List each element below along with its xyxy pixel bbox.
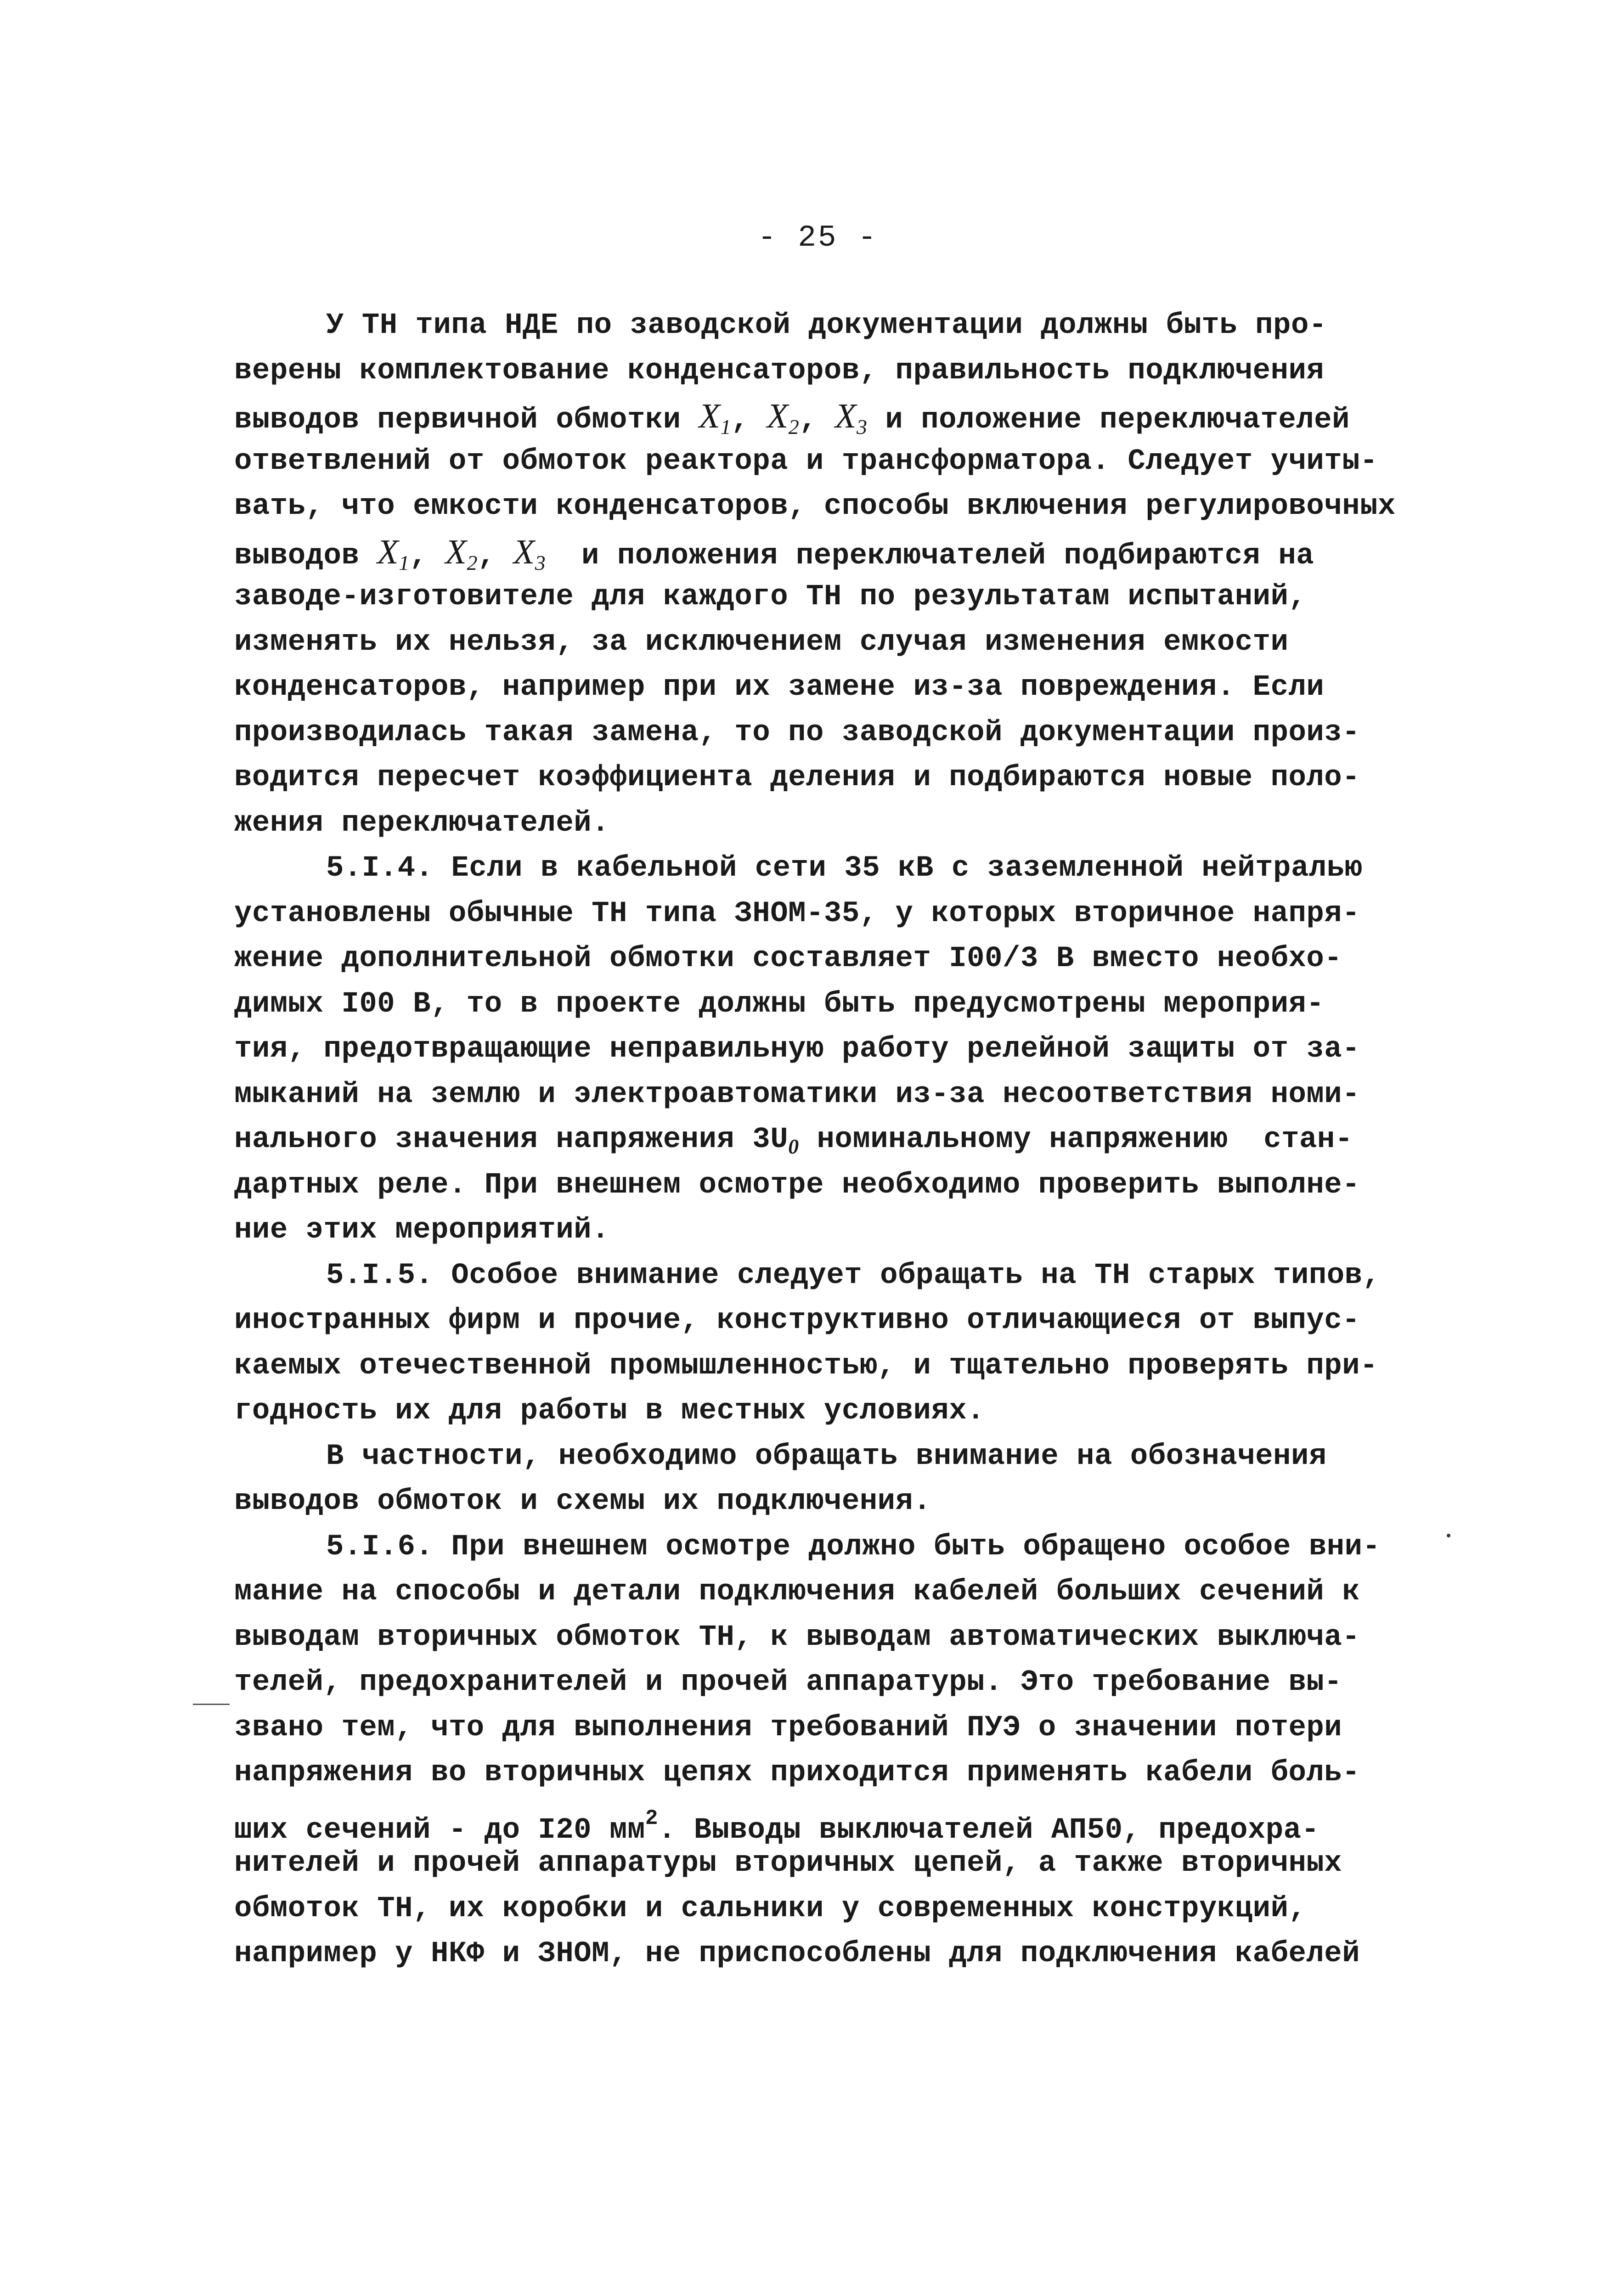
text-line: выводам вторичных обмоток ТН, к выводам автоматических выключа-	[234, 1621, 1360, 1654]
text-segment: ших сечений - до I20 мм	[234, 1813, 645, 1847]
text-line: звано тем, что для выполнения требований ПУЭ о значении потери	[234, 1711, 1342, 1745]
text-line: каемых отечественной промышленностью, и тщательно проверять при-	[234, 1349, 1378, 1383]
text-segment: . Выводы выключателей АП50, предохра-	[658, 1813, 1320, 1847]
text-line: конденсаторов, например при их замене из-за повреждения. Если	[234, 671, 1325, 704]
text-line: установлены обычные ТН типа ЗНОМ-35, у которых вторичное напря-	[234, 897, 1360, 930]
text-line: вать, что емкости конденсаторов, способы включения регулировочных	[234, 490, 1396, 523]
text-line: тия, предотвращающие неправильную работу релейной защиты от за-	[234, 1033, 1360, 1066]
variable-x: $X_2$	[767, 397, 800, 439]
text-line: жения переключателей.	[234, 806, 610, 840]
text-segment: ,	[731, 404, 767, 437]
text-line: производилась такая замена, то по заводской документации произ-	[234, 716, 1360, 749]
section-5-1-5-start: 5.I.5. Особое внимание следует обращать на ТН старых типов,	[326, 1259, 1381, 1292]
text-line-with-subscript	[234, 1117, 1451, 1163]
text-line-with-superscript	[234, 1796, 1451, 1847]
text-line: например у НКФ и ЗНОМ, не приспособлены для подключения кабелей	[234, 1937, 1360, 1970]
variable-x: $X_3$	[513, 532, 546, 574]
text-line-with-variables	[234, 394, 1451, 439]
variable-x: $X_1$	[377, 532, 410, 574]
text-line: напряжения во вторичных цепях приходится применять кабели боль-	[234, 1756, 1360, 1790]
variable-x: $X_1$	[699, 397, 731, 439]
section-5-1-4-start: 5.I.4. Если в кабельной сети 35 кВ с заземленной нейтралью	[326, 852, 1363, 885]
text-line: иностранных фирм и прочие, конструктивно отличающиеся от выпус-	[234, 1304, 1360, 1337]
page-number: - 25 -	[758, 220, 878, 255]
text-line: дартных реле. При внешнем осмотре необходимо проверить выполне-	[234, 1168, 1360, 1202]
text-line: верены комплектование конденсаторов, правильность подключения	[234, 354, 1325, 388]
text-segment: и положение переключателей	[867, 404, 1350, 437]
variable-x: $X_3$	[835, 397, 868, 439]
margin-mark	[193, 1704, 230, 1705]
text-line: телей, предохранителей и прочей аппаратуры. Это требование вы-	[234, 1666, 1342, 1699]
text-line: димых I00 В, то в проекте должны быть предусмотрены мероприя-	[234, 987, 1325, 1021]
text-segment: и положения переключателей подбираются на	[546, 539, 1314, 573]
section-5-1-6-start: 5.I.6. При внешнем осмотре должно быть обращено особое вни-	[326, 1530, 1381, 1564]
text-segment: выводов	[234, 539, 378, 573]
text-line: водится пересчет коэффициента деления и подбираются новые поло-	[234, 761, 1360, 794]
variable-x: $X_2$	[445, 532, 478, 574]
text-segment: выводов первичной обмотки	[234, 404, 699, 437]
text-line-with-variables	[234, 529, 1451, 575]
text-segment: нального значения напряжения 3U	[234, 1123, 789, 1156]
margin-dot	[1447, 1534, 1450, 1537]
text-line: нителей и прочей аппаратуры вторичных цепей, а также вторичных	[234, 1847, 1342, 1880]
text-segment: ,	[799, 404, 835, 437]
text-line: выводов обмоток и схемы их подключения.	[234, 1485, 931, 1518]
text-line: мыканий на землю и электроавтоматики из-за несоответствия номи-	[234, 1078, 1360, 1111]
text-line: В частности, необходимо обращать внимание на обозначения	[326, 1440, 1327, 1473]
text-line: У ТН типа НДЕ по заводской документации должны быть про-	[326, 309, 1327, 342]
text-segment: номинальному напряжению стан-	[799, 1123, 1353, 1156]
text-line: ответвлений от обмоток реактора и трансформатора. Следует учиты-	[234, 445, 1378, 478]
text-line: ние этих мероприятий.	[234, 1214, 610, 1247]
text-segment: ,	[409, 539, 445, 573]
subscript: 0	[788, 1135, 799, 1158]
text-line: жение дополнительной обмотки составляет I00/3 В вместо необхо-	[234, 942, 1342, 975]
text-line: изменять их нельзя, за исключением случая изменения емкости	[234, 625, 1289, 659]
superscript: 2	[645, 1806, 658, 1830]
text-line: обмоток ТН, их коробки и сальники у современных конструкций,	[234, 1892, 1307, 1925]
text-line: мание на способы и детали подключения кабелей больших сечений к	[234, 1576, 1360, 1609]
text-segment: ,	[477, 539, 513, 573]
body-text	[234, 303, 1451, 1977]
text-line: заводе-изготовителе для каждого ТН по результатам испытаний,	[234, 580, 1307, 613]
text-line: годность их для работы в местных условиях.	[234, 1395, 985, 1428]
